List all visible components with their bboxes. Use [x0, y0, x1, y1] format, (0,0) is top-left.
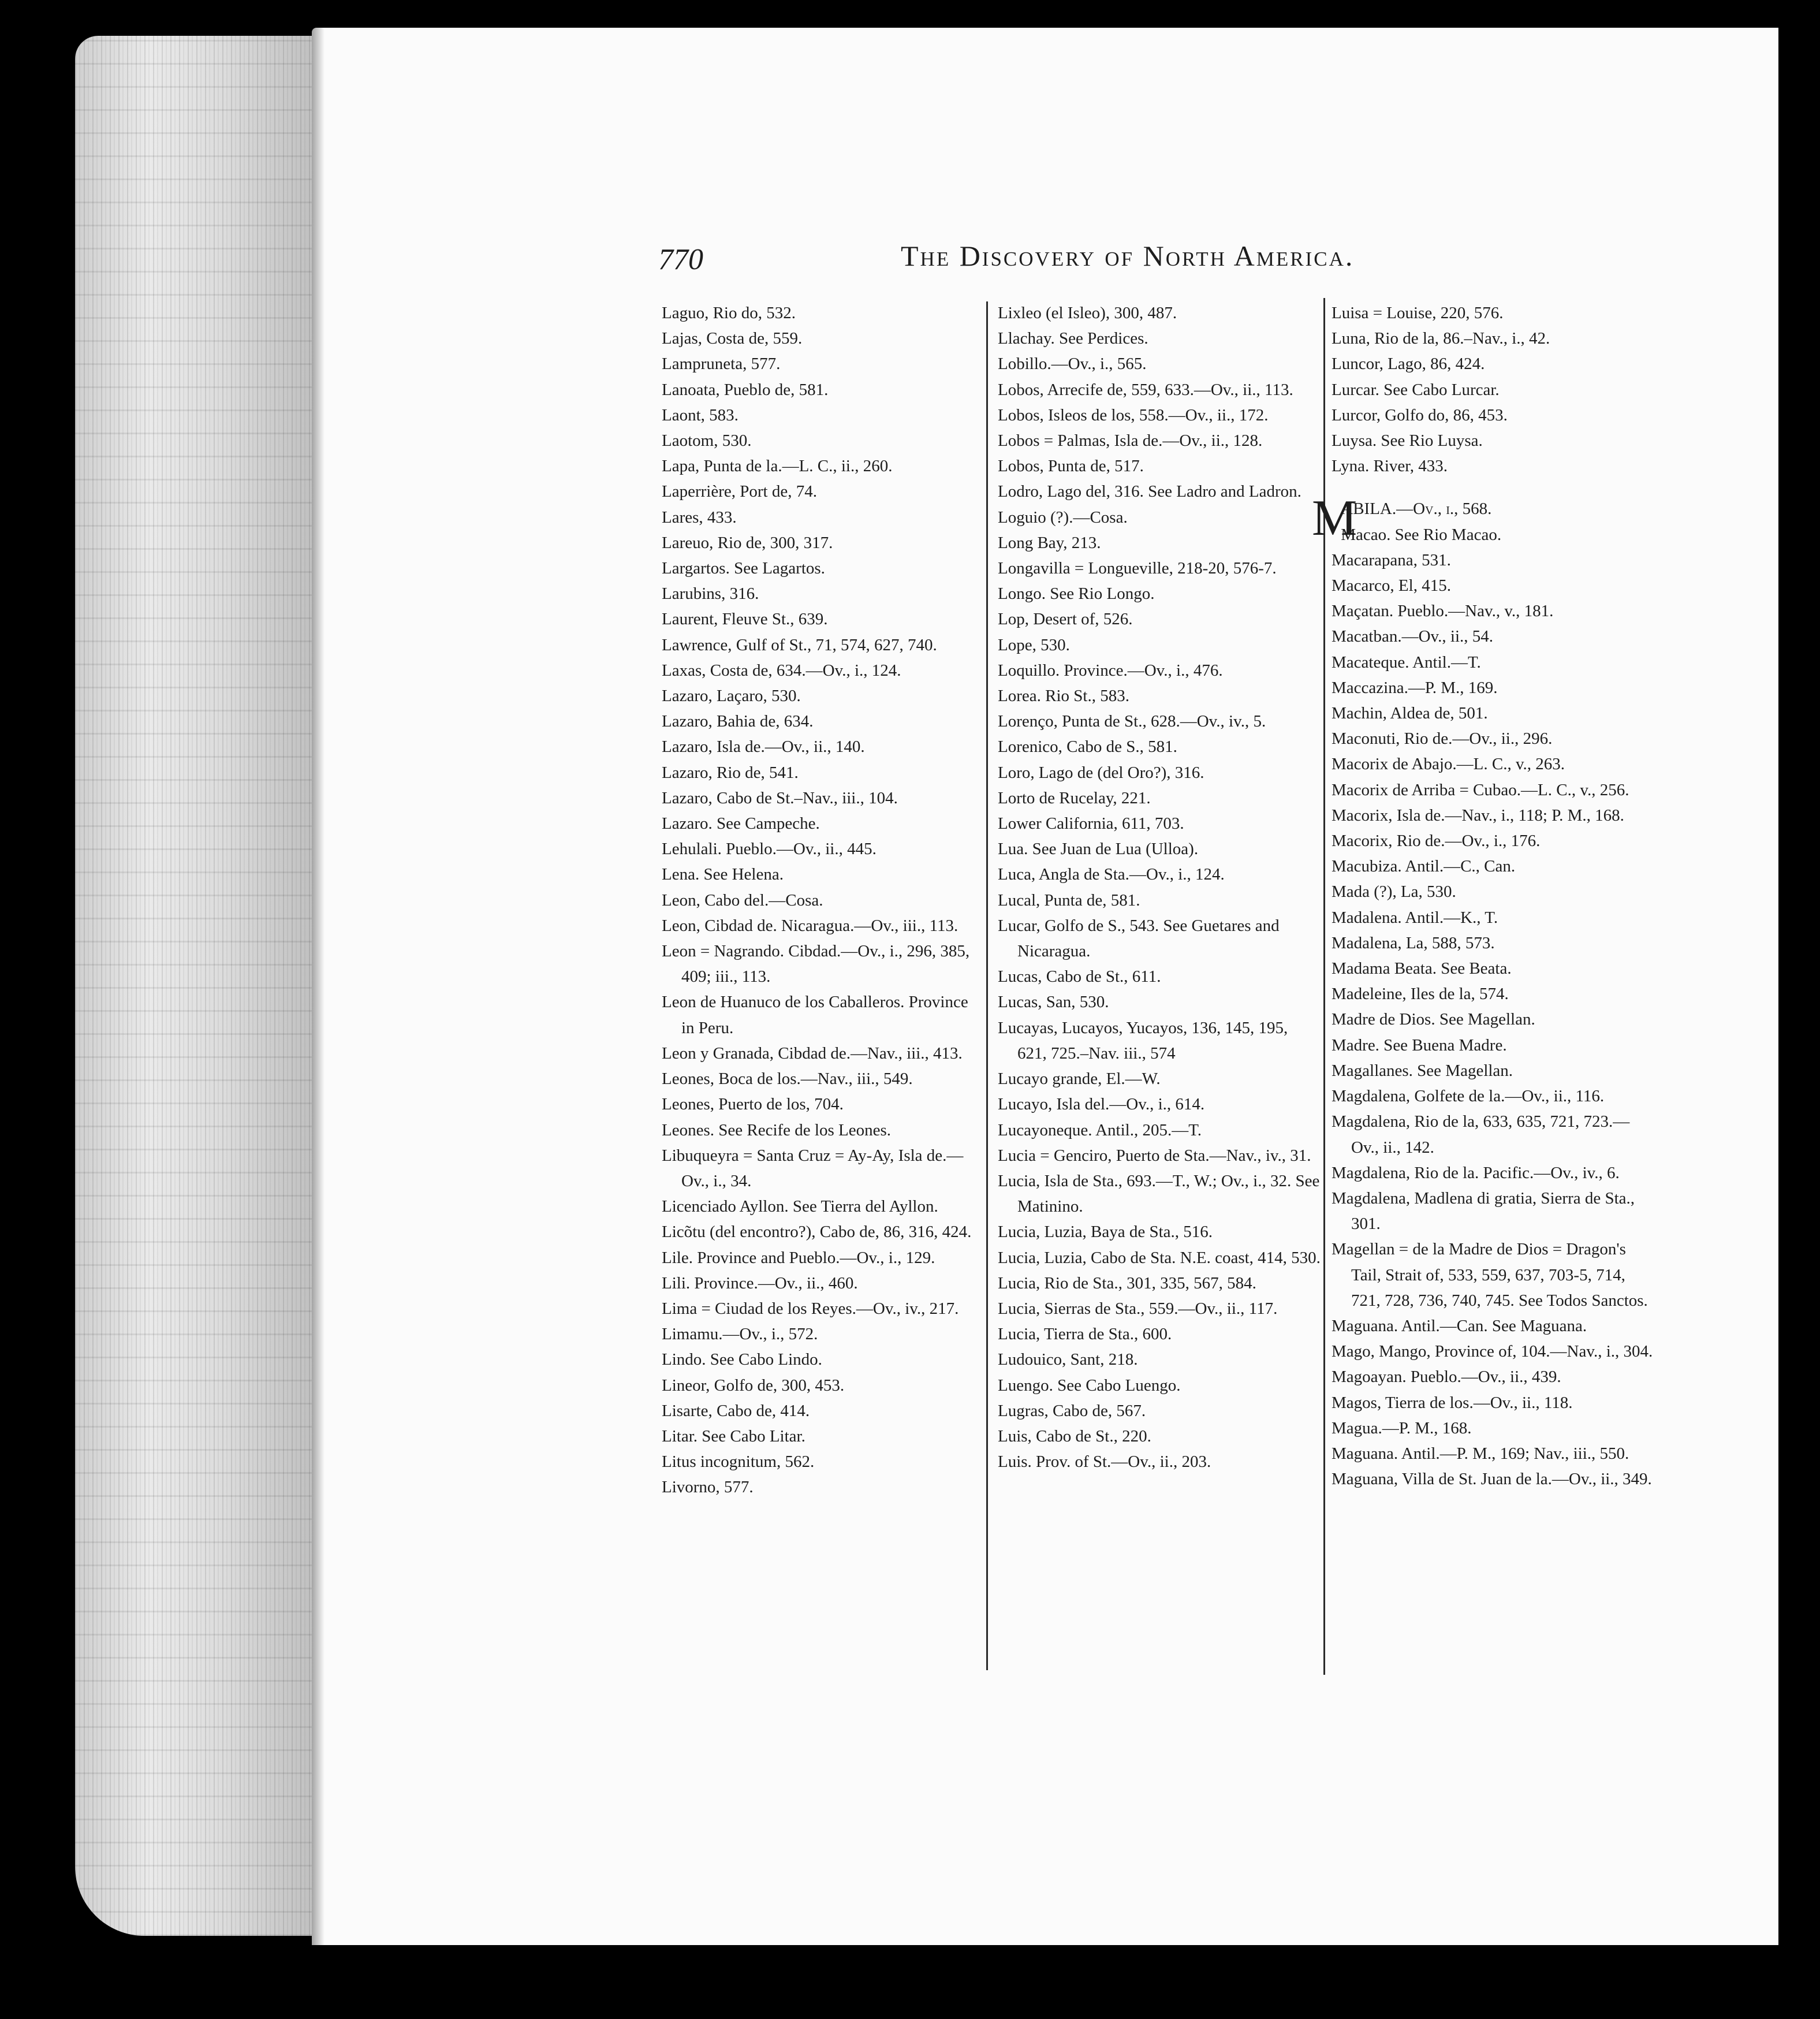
index-entry: Maguana. Antil.—Can. See Maguana.	[1332, 1316, 1587, 1335]
index-entry: Magoayan. Pueblo.—Ov., ii., 439.	[1332, 1368, 1561, 1387]
section-initial-letter: M	[1312, 490, 1357, 547]
index-entry: Loro, Lago de (del Oro?), 316.	[998, 763, 1204, 782]
index-entry: Lampruneta, 577.	[662, 355, 781, 374]
index-entry: Lucas, Cabo de St., 611.	[998, 967, 1161, 986]
index-entry: Magdalena, Rio de la, 633, 635, 721, 723.—Ov., ii., 142.	[1332, 1112, 1630, 1157]
index-entry: Lurcar. See Cabo Lurcar.	[1332, 380, 1500, 399]
index-entry: Lucayo, Isla del.—Ov., i., 614.	[998, 1095, 1205, 1114]
index-entry: Lazaro, Isla de.—Ov., ii., 140.	[662, 737, 865, 757]
index-entry: Lajas, Costa de, 559.	[662, 329, 803, 348]
index-entry: Lares, 433.	[662, 508, 737, 527]
index-entry: Machin, Aldea de, 501.	[1332, 704, 1488, 723]
index-entry: Lazaro, Laçaro, 530.	[662, 687, 801, 706]
index-entry: Limamu.—Ov., i., 572.	[662, 1325, 818, 1344]
index-entry: Loquillo. Province.—Ov., i., 476.	[998, 661, 1223, 680]
index-entry: Lorto de Rucelay, 221.	[998, 788, 1151, 807]
index-entry: Longo. See Rio Longo.	[998, 584, 1155, 604]
index-entry: Luncor, Lago, 86, 424.	[1332, 355, 1485, 374]
index-entry: Lima = Ciudad de los Reyes.—Ov., iv., 217.	[662, 1299, 959, 1318]
index-entry: Laperrière, Port de, 74.	[662, 482, 817, 501]
index-entry: Ludouico, Sant, 218.	[998, 1350, 1138, 1369]
index-entry: Lucia, Rio de Sta., 301, 335, 567, 584.	[998, 1273, 1256, 1292]
index-column-3	[1312, 300, 1655, 1492]
index-entry: Lucia, Luzia, Cabo de Sta. N.E. coast, 414, 530.	[998, 1248, 1321, 1267]
index-column-2	[998, 300, 1321, 1474]
index-entry: Largartos. See Lagartos.	[662, 559, 825, 578]
index-entry: Laguo, Rio do, 532.	[662, 304, 796, 322]
index-entry: Lehulali. Pueblo.—Ov., ii., 445.	[662, 840, 877, 859]
index-section-l	[1332, 300, 1655, 479]
index-entry: Leon y Granada, Cibdad de.—Nav., iii., 413.	[662, 1044, 963, 1063]
index-entry: Maguana, Villa de St. Juan de la.—Ov., ii., 349.	[1332, 1470, 1652, 1489]
index-entry: Long Bay, 213.	[998, 533, 1101, 552]
index-entry: Macorix de Arriba = Cubao.—L. C., v., 256.	[1332, 780, 1629, 799]
index-entry: Lile. Province and Pueblo.—Ov., i., 129.	[662, 1248, 935, 1267]
index-entry: Magos, Tierra de los.—Ov., ii., 118.	[1332, 1393, 1573, 1412]
index-entry: Mago, Mango, Province of, 104.—Nav., i., 304.	[1332, 1342, 1653, 1361]
index-entry: Licõtu (del encontro?), Cabo de, 86, 316, 424.	[662, 1223, 972, 1242]
index-entry: Lili. Province.—Ov., ii., 460.	[662, 1273, 858, 1292]
index-entry: Lurcor, Golfo do, 86, 453.	[1332, 405, 1508, 424]
index-entry: Macarapana, 531.	[1332, 550, 1451, 569]
index-entry: Madama Beata. See Beata.	[1332, 959, 1512, 978]
scan-border-bottom	[0, 1945, 1820, 2019]
index-entry: Magua.—P. M., 168.	[1332, 1418, 1472, 1437]
index-entry: Macorix, Isla de.—Nav., i., 118; P. M., 168.	[1332, 806, 1624, 825]
index-entry: Macatban.—Ov., ii., 54.	[1332, 627, 1494, 646]
index-entry: Macorix de Abajo.—L. C., v., 263.	[1332, 755, 1565, 774]
index-entry: Leones, Puerto de los, 704.	[662, 1095, 844, 1114]
index-entry: Madre. See Buena Madre.	[1332, 1035, 1507, 1055]
index-entry: Madalena, La, 588, 573.	[1332, 933, 1495, 952]
index-entry: Longavilla = Longueville, 218-20, 576-7.	[998, 559, 1277, 578]
index-entry: Lawrence, Gulf of St., 71, 574, 627, 740.	[662, 635, 937, 654]
index-entry: Macarco, El, 415.	[1332, 576, 1451, 595]
index-entry: Luengo. See Cabo Luengo.	[998, 1376, 1181, 1395]
index-entry: Magdalena, Madlena di gratia, Sierra de Sta., 301.	[1332, 1189, 1635, 1234]
scan-border-top	[0, 0, 1820, 28]
index-entry: Lena. See Helena.	[662, 865, 784, 884]
index-entry: Luis. Prov. of St.—Ov., ii., 203.	[998, 1452, 1211, 1472]
index-section-m	[1332, 522, 1655, 1492]
index-entry: Lyna. River, 433.	[1332, 457, 1448, 476]
index-entry: Macao. See Rio Macao.	[1341, 525, 1502, 544]
index-entry: Litar. See Cabo Litar.	[662, 1426, 805, 1446]
index-entry: Leones. See Recife de los Leones.	[662, 1120, 891, 1139]
index-entry: Lobos, Punta de, 517.	[998, 457, 1144, 476]
index-entry: Lazaro, Rio de, 541.	[662, 763, 799, 782]
index-entry: Macateque. Antil.—T.	[1332, 653, 1481, 672]
index-entry: Lucia, Isla de Sta., 693.—T., W.; Ov., i., 32. See Matinino.	[998, 1171, 1320, 1216]
index-entry: Leon, Cibdad de. Nicaragua.—Ov., iii., 113.	[662, 916, 959, 935]
index-entry: Lua. See Juan de Lua (Ulloa).	[998, 840, 1199, 859]
index-entry: Lope, 530.	[998, 635, 1070, 654]
index-entry: Lazaro, Bahia de, 634.	[662, 712, 814, 731]
index-entry: Lanoata, Pueblo de, 581.	[662, 380, 829, 399]
index-entry: Lucal, Punta de, 581.	[998, 891, 1140, 910]
index-entry: Lobillo.—Ov., i., 565.	[998, 355, 1147, 374]
index-entry: Leon = Nagrando. Cibdad.—Ov., i., 296, 385, 409; iii., 113.	[662, 942, 970, 986]
index-entry: Luis, Cabo de St., 220.	[998, 1426, 1151, 1446]
index-entry: Macubiza. Antil.—C., Can.	[1332, 857, 1516, 876]
index-entry: Luysa. See Rio Luysa.	[1332, 431, 1483, 450]
page-number: 770	[658, 243, 703, 276]
index-entry: Magdalena, Rio de la. Pacific.—Ov., iv., 6.	[1332, 1163, 1620, 1182]
index-entry: Lucia, Sierras de Sta., 559.—Ov., ii., 117.	[998, 1299, 1278, 1318]
index-entry: Magallanes. See Magellan.	[1332, 1061, 1513, 1080]
index-entry: Lucayas, Lucayos, Yucayos, 136, 145, 195, 621, 725.–Nav. iii., 574	[998, 1018, 1288, 1063]
index-entry: Magdalena, Golfete de la.—Ov., ii., 116.	[1332, 1087, 1605, 1106]
section-first-entry: ABILA.—Ov., i., 568.	[1341, 500, 1492, 519]
index-entry: Lorenço, Punta de St., 628.—Ov., iv., 5.	[998, 712, 1266, 731]
index-entry: Laurent, Fleuve St., 639.	[662, 610, 828, 629]
index-entry: Libuqueyra = Santa Cruz = Ay-Ay, Isla de.—Ov., i., 34.	[662, 1146, 964, 1190]
index-entry: Lorea. Rio St., 583.	[998, 687, 1129, 706]
running-title: The Discovery of North America.	[901, 240, 1355, 272]
index-entry: Lineor, Golfo de, 300, 453.	[662, 1376, 845, 1395]
index-entry: Leon de Huanuco de los Caballeros. Province in Peru.	[662, 993, 968, 1037]
scan-border-right	[1778, 0, 1820, 2019]
index-entry: Lobos, Arrecife de, 559, 633.—Ov., ii., 113.	[998, 380, 1293, 399]
index-entry: Lucia, Tierra de Sta., 600.	[998, 1325, 1172, 1344]
book-fore-edge	[75, 36, 323, 1936]
index-entry: Luna, Rio de la, 86.–Nav., i., 42.	[1332, 329, 1550, 348]
index-entry: Maconuti, Rio de.—Ov., ii., 296.	[1332, 729, 1553, 748]
index-entry: Lorenico, Cabo de S., 581.	[998, 737, 1177, 757]
index-entry: Lobos = Palmas, Isla de.—Ov., ii., 128.	[998, 431, 1263, 450]
index-entry: Loguio (?).—Cosa.	[998, 508, 1128, 527]
index-entry: Lower California, 611, 703.	[998, 814, 1184, 833]
index-entry: Litus incognitum, 562.	[662, 1452, 815, 1472]
index-column-1	[662, 300, 985, 1500]
index-entry: Lixleo (el Isleo), 300, 487.	[998, 304, 1177, 322]
index-entry: Madeleine, Iles de la, 574.	[1332, 985, 1509, 1004]
index-entry: Laxas, Costa de, 634.—Ov., i., 124.	[662, 661, 901, 680]
index-entry: Llachay. See Perdices.	[998, 329, 1148, 348]
index-entry: Madre de Dios. See Magellan.	[1332, 1010, 1535, 1029]
index-entry: Lucayoneque. Antil., 205.—T.	[998, 1120, 1202, 1139]
index-entry: Maçatan. Pueblo.—Nav., v., 181.	[1332, 602, 1554, 621]
index-entry: Macorix, Rio de.—Ov., i., 176.	[1332, 832, 1541, 851]
index-entry: Madalena. Antil.—K., T.	[1332, 908, 1498, 927]
index-entry: Lisarte, Cabo de, 414.	[662, 1401, 810, 1420]
index-entry: Lop, Desert of, 526.	[998, 610, 1133, 629]
index-entry: Lucia = Genciro, Puerto de Sta.—Nav., iv., 31.	[998, 1146, 1311, 1165]
index-entry: Lareuo, Rio de, 300, 317.	[662, 533, 833, 552]
column-divider-1	[986, 301, 988, 1670]
index-entry: Leon, Cabo del.—Cosa.	[662, 891, 823, 910]
index-entry: Lugras, Cabo de, 567.	[998, 1401, 1146, 1420]
index-entry: Leones, Boca de los.—Nav., iii., 549.	[662, 1070, 913, 1089]
index-entry: Licenciado Ayllon. See Tierra del Ayllon.	[662, 1197, 938, 1216]
index-entry: Lucar, Golfo de S., 543. See Guetares and Nicaragua.	[998, 916, 1280, 961]
index-entry: Lazaro. See Campeche.	[662, 814, 820, 833]
index-entry: Mada (?), La, 530.	[1332, 882, 1456, 902]
index-entry: Luca, Angla de Sta.—Ov., i., 124.	[998, 865, 1225, 884]
index-entry: Magellan = de la Madre de Dios = Dragon's Tail, Strait of, 533, 559, 637, 703-5, 714, 721, 728, 736, 740, 745. See Todos Sanctos.	[1332, 1240, 1648, 1310]
index-entry: Maccazina.—P. M., 169.	[1332, 678, 1498, 697]
index-entry: Lucayo grande, El.—W.	[998, 1070, 1161, 1089]
index-entry: Maguana. Antil.—P. M., 169; Nav., iii., 550.	[1332, 1444, 1629, 1463]
index-entry: Laont, 583.	[662, 405, 739, 424]
index-entry: Lapa, Punta de la.—L. C., ii., 260.	[662, 457, 893, 476]
index-entry: Laotom, 530.	[662, 431, 752, 450]
index-entry: Lucia, Luzia, Baya de Sta., 516.	[998, 1223, 1213, 1242]
index-entry: Lobos, Isleos de los, 558.—Ov., ii., 172.	[998, 405, 1269, 424]
page-gutter-shadow	[312, 28, 325, 1945]
index-entry: Lazaro, Cabo de St.–Nav., iii., 104.	[662, 788, 898, 807]
index-entry: Lodro, Lago del, 316. See Ladro and Ladron.	[998, 482, 1301, 501]
index-entry: Lindo. See Cabo Lindo.	[662, 1350, 822, 1369]
index-entry: Luisa = Louise, 220, 576.	[1332, 304, 1504, 322]
index-entry: Larubins, 316.	[662, 584, 759, 604]
index-entry: Lucas, San, 530.	[998, 993, 1109, 1012]
index-entry: Livorno, 577.	[662, 1478, 754, 1497]
